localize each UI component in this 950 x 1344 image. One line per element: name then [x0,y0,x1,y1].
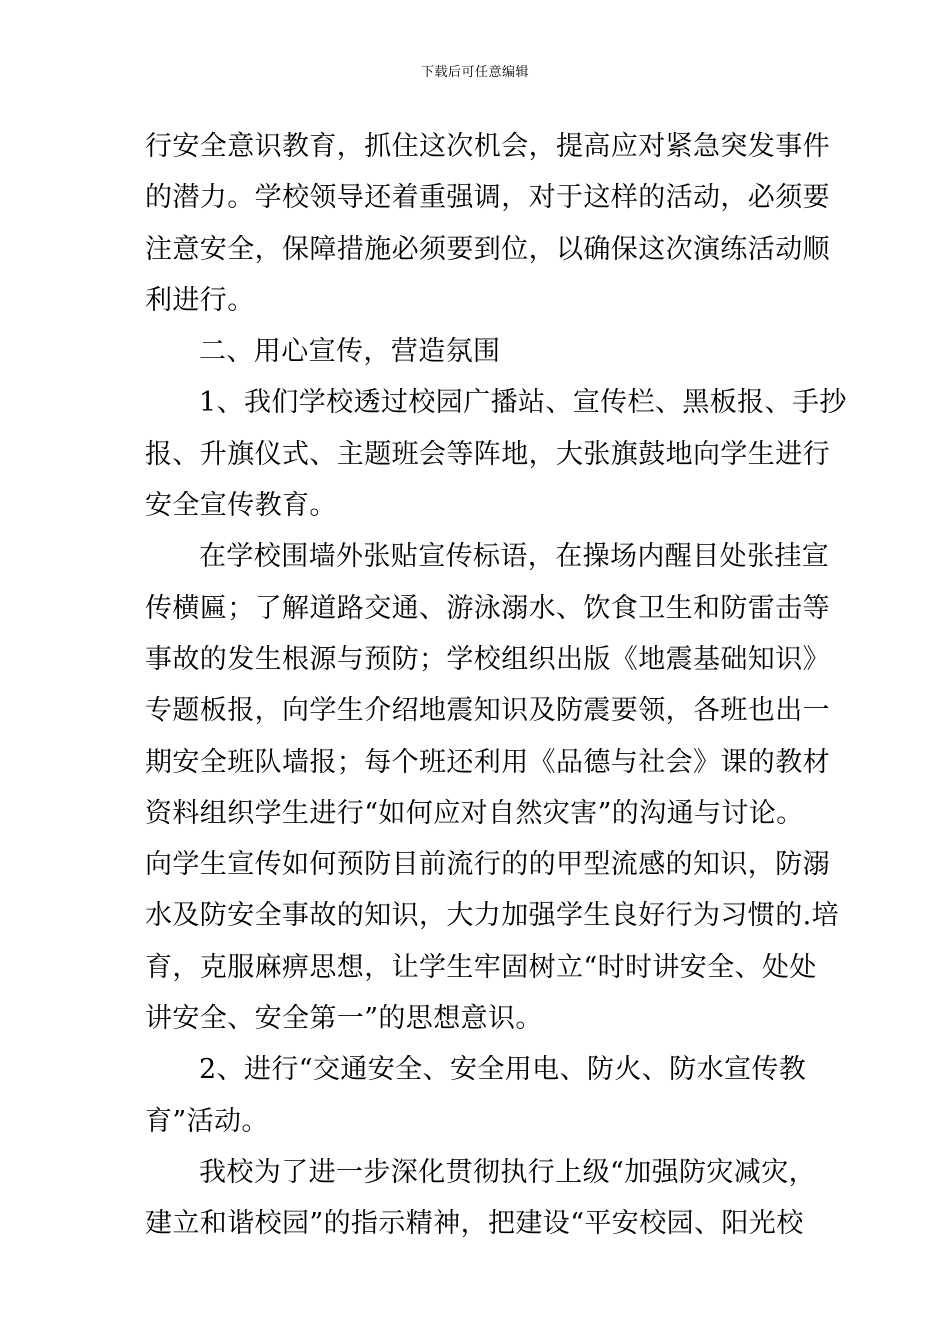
text-line: 1、我们学校透过校园广播站、宣传栏、黑板报、手抄 [199,387,847,419]
text-line: 在学校围墙外张贴宣传标语，在操场内醒目处张挂宣 [199,541,830,573]
text-line: 2、进行“交通安全、安全用电、防火、防水宣传教 [199,1054,807,1086]
text-line: 向学生宣传如何预防目前流行的的甲型流感的知识，防溺 [145,849,830,881]
page-header-note: 下载后可任意编辑 [420,65,529,80]
text-line: 报、升旗仪式、主题班会等阵地，大张旗鼓地向学生进行 [145,438,830,470]
text-line: 传横匾；了解道路交通、游泳溺水、饮食卫生和防雷击等 [145,592,830,624]
text-line: 二、用心宣传，营造氛围 [199,336,501,368]
text-line: 事故的发生根源与预防；学校组织出版《地震基础知识》 [145,643,830,675]
text-line: 期安全班队墙报；每个班还利用《品德与社会》课的教材 [145,746,830,778]
text-line: 讲安全、安全第一”的思想意识。 [145,1003,543,1035]
text-line: 安全宣传教育。 [145,490,337,522]
document-body [145,128,847,1257]
text-line: 专题板报，向学生介绍地震知识及防震要领，各班也出一 [145,695,830,727]
text-line: 资料组织学生进行“如何应对自然灾害”的沟通与讨论。 [145,797,804,829]
text-line: 的潜力。学校领导还着重强调，对于这样的活动，必须要 [145,182,830,214]
text-line: 行安全意识教育，抓住这次机会，提高应对紧急突发事件 [145,131,830,162]
text-line: 建立和谐校园”的指示精神，把建设“平安校园、阳光校 [145,1208,804,1240]
text-line: 我校为了进一步深化贯彻执行上级“加强防灾减灾， [199,1156,817,1188]
text-line: 水及防安全事故的知识，大力加强学生良好行为习惯的.培 [145,900,839,932]
text-line: 育，克服麻痹思想，让学生牢固树立“时时讲安全、处处 [145,951,817,983]
text-line: 利进行。 [145,284,255,316]
text-line: 育”活动。 [145,1105,269,1137]
text-line: 注意安全，保障措施必须要到位，以确保这次演练活动顺 [145,233,830,265]
